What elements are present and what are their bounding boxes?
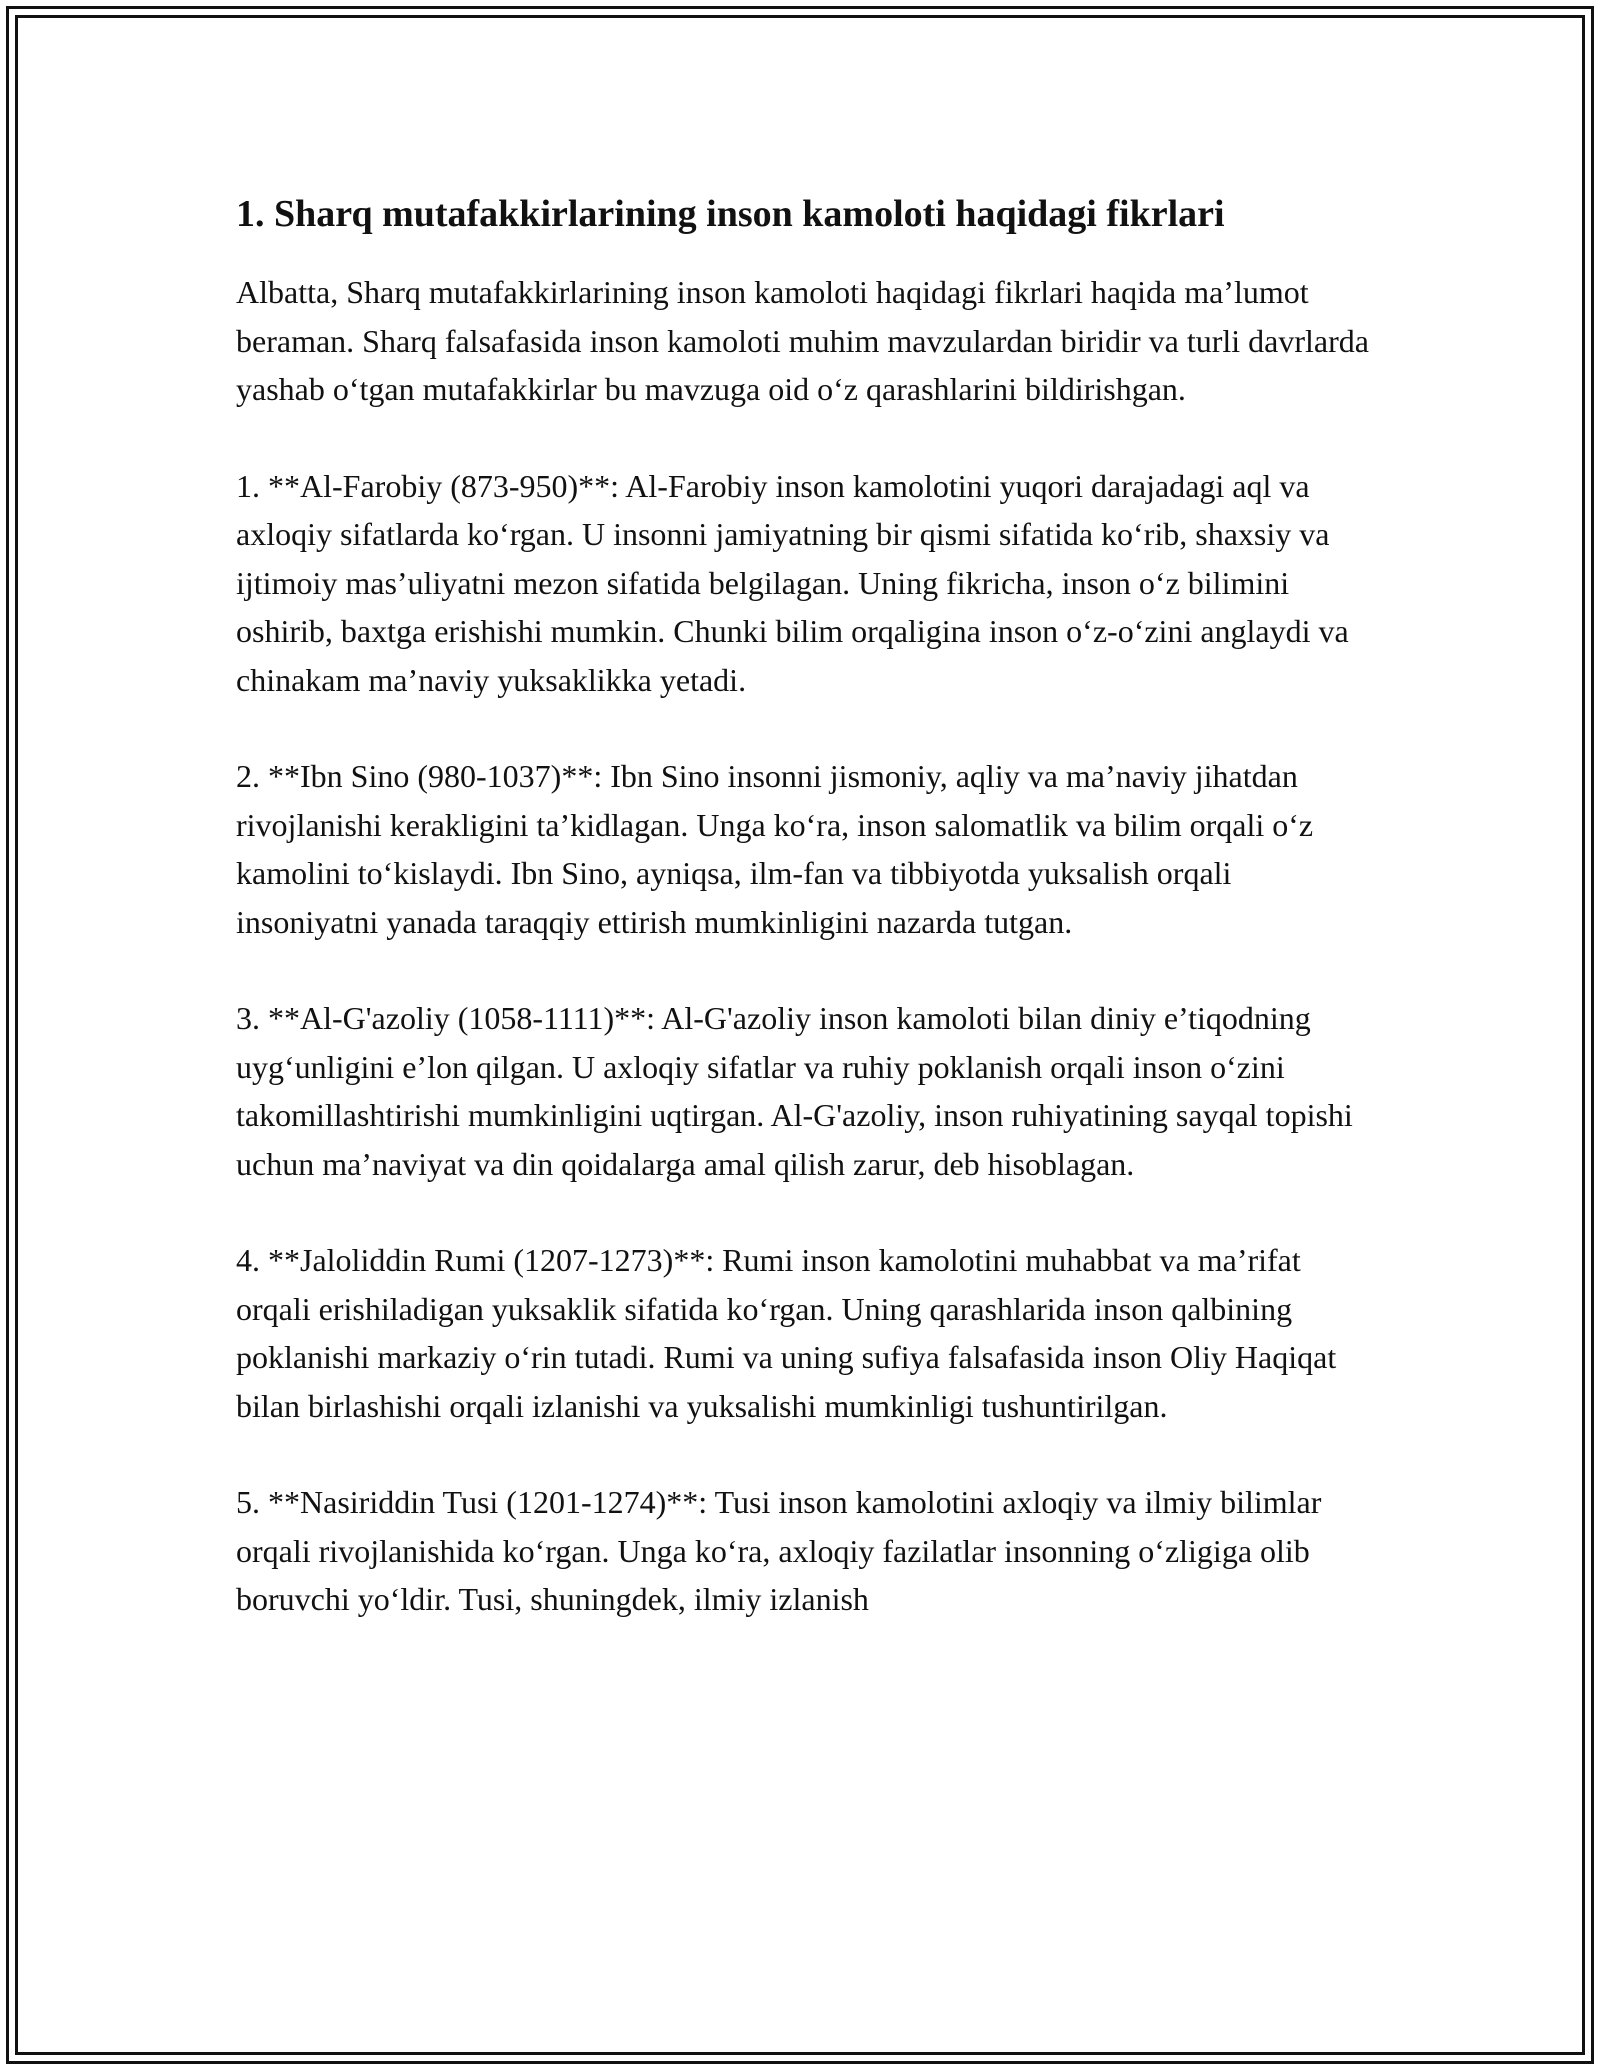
paragraph-ibn-sino: 2. **Ibn Sino (980-1037)**: Ibn Sino insonni jismoniy, aqliy va ma’naviy jihatdan rivojlanishi kerakligini ta’kidlagan. Unga ko‘ra, inson salomatlik va bilim orqali o‘z kamolini to‘kislaydi. Ibn Sino, ayniqsa, ilm-fan va tibbiyotda yuksalish orqali insoniyatni yanada taraqqiy ettirish mumkinligini nazarda tutgan. [236,758,1314,940]
paragraph-jaloliddin-rumi: 4. **Jaloliddin Rumi (1207-1273)**: Rumi inson kamolotini muhabbat va ma’rifat orqali erishiladigan yuksaklik sifatida ko‘rgan. Uning qarashlarida inson qalbining poklanishi markaziy o‘rin tutadi. Rumi va uning sufiya falsafasida inson Oliy Haqiqat bilan birlashishi orqali izlanishi va yuksalishi mumkinligi tushuntirilgan. [236,1242,1337,1424]
intro-paragraph: Albatta, Sharq mutafakkirlarining inson kamoloti haqidagi fikrlari haqida ma’lumot beraman. Sharq falsafasida inson kamoloti muhim mavzulardan biridir va turli davrlarda yashab o‘tgan mutafakkirlar bu mavzuga oid o‘z qarashlarini bildirishgan. [236,274,1369,407]
paragraph-al-farobiy: 1. **Al-Farobiy (873-950)**: Al-Farobiy inson kamolotini yuqori darajadagi aql va axloqiy sifatlarda ko‘rgan. U insonni jamiyatning bir qismi sifatida ko‘rib, shaxsiy va ijtimoiy mas’uliyatni mezon sifatida belgilagan. Uning fikricha, inson o‘z bilimini oshirib, baxtga erishishi mumkin. Chunki bilim orqaligina inson o‘z-o‘zini anglaydi va chinakam ma’naviy yuksaklikka yetadi. [236,467,1349,698]
page-title: 1. Sharq mutafakkirlarining inson kamoloti haqidagi fikrlari [236,193,1225,235]
document-body [236,186,1371,1672]
paragraph-nasiriddin-tusi: 5. **Nasiriddin Tusi (1201-1274)**: Tusi inson kamolotini axloqiy va ilmiy bilimlar orqali rivojlanishida ko‘rgan. Unga ko‘ra, axloqiy fazilatlar insonning o‘zligiga olib boruvchi yo‘ldir. Tusi, shuningdek, ilmiy izlanish [236,1484,1322,1617]
paragraph-al-gazoliy: 3. **Al-G'azoliy (1058-1111)**: Al-G'azoliy inson kamoloti bilan diniy e’tiqodning uyg‘unligini e’lon qilgan. U axloqiy sifatlar va ruhiy poklanish orqali inson o‘zini takomillashtirishi mumkinligini uqtirgan. Al-G'azoliy, inson ruhiyatining sayqal topishi uchun ma’naviyat va din qoidalarga amal qilish zarur, deb hisoblagan. [236,1000,1353,1182]
